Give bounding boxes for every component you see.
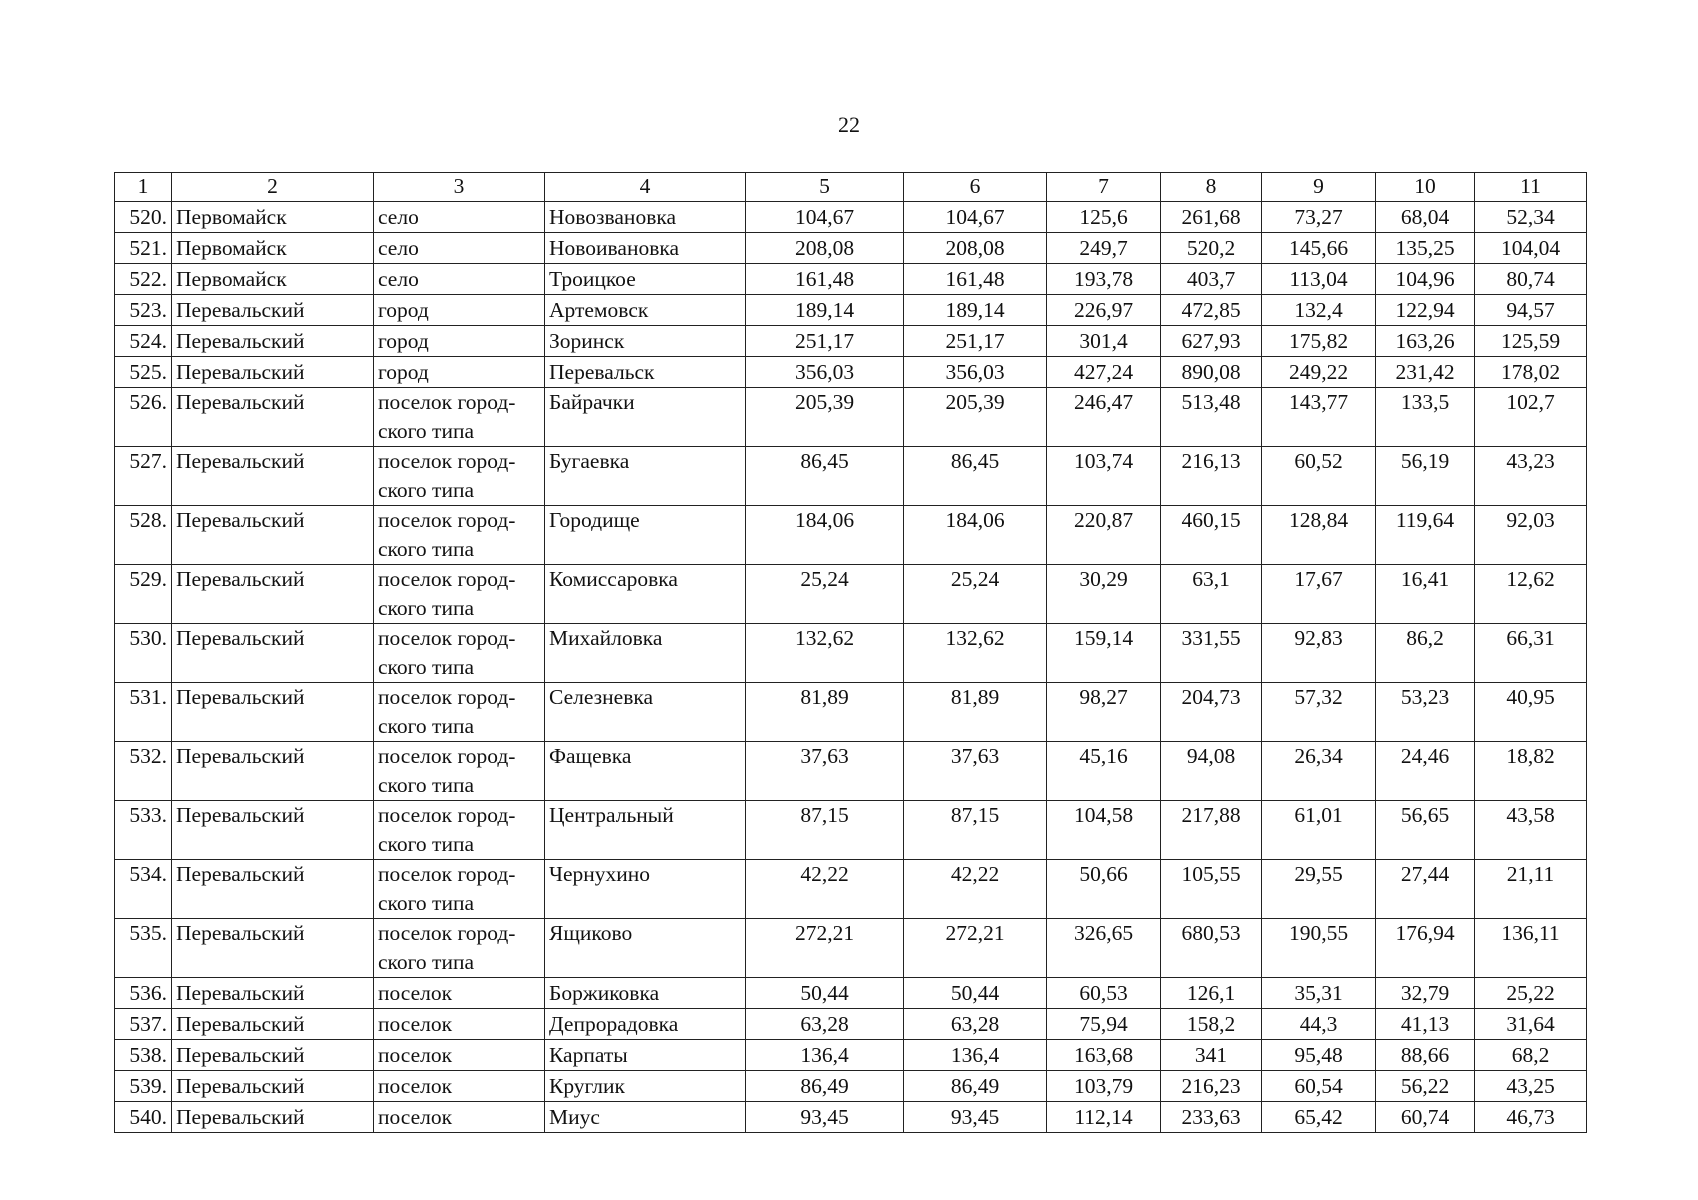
value-cell-col6: 86,49 (904, 1071, 1047, 1102)
value-cell-col10: 135,25 (1376, 233, 1475, 264)
value-cell-col8: 890,08 (1161, 357, 1262, 388)
value-cell-col11: 12,62 (1475, 565, 1587, 624)
value-cell-col8: 261,68 (1161, 202, 1262, 233)
value-cell-col5: 208,08 (746, 233, 904, 264)
value-cell-col6: 93,45 (904, 1102, 1047, 1133)
value-cell-col9: 145,66 (1262, 233, 1376, 264)
value-cell-col8: 680,53 (1161, 919, 1262, 978)
settlement-type-cell: поселок (374, 1071, 545, 1102)
value-cell-col5: 272,21 (746, 919, 904, 978)
value-cell-col9: 35,31 (1262, 978, 1376, 1009)
value-cell-col10: 27,44 (1376, 860, 1475, 919)
table-row (115, 388, 1587, 447)
settlement-name-cell: Селезневка (545, 683, 746, 742)
district-cell: Перевальский (172, 1040, 374, 1071)
value-cell-col7: 45,16 (1047, 742, 1161, 801)
settlement-type-cell: поселок город-ского типа (374, 742, 545, 801)
column-header: 4 (545, 173, 746, 202)
value-cell-col5: 132,62 (746, 624, 904, 683)
settlement-type-cell: поселок город-ского типа (374, 624, 545, 683)
value-cell-col6: 37,63 (904, 742, 1047, 801)
value-cell-col9: 175,82 (1262, 326, 1376, 357)
row-number-cell: 528. (115, 506, 172, 565)
value-cell-col10: 176,94 (1376, 919, 1475, 978)
value-cell-col11: 43,23 (1475, 447, 1587, 506)
value-cell-col10: 68,04 (1376, 202, 1475, 233)
value-cell-col7: 125,6 (1047, 202, 1161, 233)
row-number-cell: 520. (115, 202, 172, 233)
data-table (114, 172, 1587, 1133)
value-cell-col9: 60,52 (1262, 447, 1376, 506)
district-cell: Перевальский (172, 742, 374, 801)
row-number-cell: 523. (115, 295, 172, 326)
value-cell-col11: 136,11 (1475, 919, 1587, 978)
value-cell-col8: 403,7 (1161, 264, 1262, 295)
value-cell-col8: 460,15 (1161, 506, 1262, 565)
table-row (115, 447, 1587, 506)
value-cell-col11: 40,95 (1475, 683, 1587, 742)
settlement-name-cell: Городище (545, 506, 746, 565)
district-cell: Перевальский (172, 978, 374, 1009)
value-cell-col8: 520,2 (1161, 233, 1262, 264)
table-row (115, 1040, 1587, 1071)
value-cell-col8: 126,1 (1161, 978, 1262, 1009)
value-cell-col11: 52,34 (1475, 202, 1587, 233)
value-cell-col10: 86,2 (1376, 624, 1475, 683)
value-cell-col8: 472,85 (1161, 295, 1262, 326)
settlement-name-cell: Троицкое (545, 264, 746, 295)
value-cell-col9: 17,67 (1262, 565, 1376, 624)
column-header: 8 (1161, 173, 1262, 202)
value-cell-col10: 56,65 (1376, 801, 1475, 860)
settlement-type-cell: город (374, 295, 545, 326)
value-cell-col8: 513,48 (1161, 388, 1262, 447)
row-number-cell: 533. (115, 801, 172, 860)
district-cell: Перевальский (172, 1071, 374, 1102)
value-cell-col11: 68,2 (1475, 1040, 1587, 1071)
value-cell-col10: 104,96 (1376, 264, 1475, 295)
value-cell-col5: 81,89 (746, 683, 904, 742)
table-row (115, 1102, 1587, 1133)
value-cell-col10: 133,5 (1376, 388, 1475, 447)
settlement-name-cell: Байрачки (545, 388, 746, 447)
value-cell-col11: 43,25 (1475, 1071, 1587, 1102)
district-cell: Перевальский (172, 357, 374, 388)
settlement-type-cell: поселок (374, 1009, 545, 1040)
value-cell-col7: 104,58 (1047, 801, 1161, 860)
value-cell-col7: 75,94 (1047, 1009, 1161, 1040)
district-cell: Перевальский (172, 295, 374, 326)
value-cell-col5: 205,39 (746, 388, 904, 447)
value-cell-col5: 184,06 (746, 506, 904, 565)
header-row (115, 173, 1587, 202)
settlement-type-cell: поселок (374, 1040, 545, 1071)
column-header: 11 (1475, 173, 1587, 202)
value-cell-col9: 128,84 (1262, 506, 1376, 565)
value-cell-col6: 189,14 (904, 295, 1047, 326)
value-cell-col10: 53,23 (1376, 683, 1475, 742)
value-cell-col5: 86,49 (746, 1071, 904, 1102)
value-cell-col7: 226,97 (1047, 295, 1161, 326)
value-cell-col11: 46,73 (1475, 1102, 1587, 1133)
table-row (115, 326, 1587, 357)
settlement-type-cell: поселок город-ского типа (374, 919, 545, 978)
value-cell-col6: 251,17 (904, 326, 1047, 357)
value-cell-col9: 61,01 (1262, 801, 1376, 860)
value-cell-col10: 24,46 (1376, 742, 1475, 801)
row-number-cell: 529. (115, 565, 172, 624)
row-number-cell: 521. (115, 233, 172, 264)
settlement-name-cell: Боржиковка (545, 978, 746, 1009)
value-cell-col6: 136,4 (904, 1040, 1047, 1071)
district-cell: Перевальский (172, 1009, 374, 1040)
value-cell-col9: 57,32 (1262, 683, 1376, 742)
value-cell-col6: 50,44 (904, 978, 1047, 1009)
value-cell-col7: 163,68 (1047, 1040, 1161, 1071)
value-cell-col8: 233,63 (1161, 1102, 1262, 1133)
district-cell: Перевальский (172, 447, 374, 506)
settlement-name-cell: Карпаты (545, 1040, 746, 1071)
value-cell-col7: 220,87 (1047, 506, 1161, 565)
value-cell-col9: 26,34 (1262, 742, 1376, 801)
row-number-cell: 538. (115, 1040, 172, 1071)
value-cell-col5: 37,63 (746, 742, 904, 801)
value-cell-col7: 301,4 (1047, 326, 1161, 357)
settlement-type-cell: поселок город-ского типа (374, 506, 545, 565)
settlement-type-cell: поселок город-ского типа (374, 801, 545, 860)
value-cell-col9: 29,55 (1262, 860, 1376, 919)
settlement-type-cell: город (374, 326, 545, 357)
value-cell-col8: 105,55 (1161, 860, 1262, 919)
column-header: 5 (746, 173, 904, 202)
district-cell: Первомайск (172, 233, 374, 264)
value-cell-col6: 184,06 (904, 506, 1047, 565)
district-cell: Перевальский (172, 683, 374, 742)
district-cell: Первомайск (172, 202, 374, 233)
value-cell-col11: 43,58 (1475, 801, 1587, 860)
district-cell: Перевальский (172, 860, 374, 919)
settlement-type-cell: поселок (374, 978, 545, 1009)
value-cell-col8: 331,55 (1161, 624, 1262, 683)
value-cell-col11: 66,31 (1475, 624, 1587, 683)
value-cell-col11: 104,04 (1475, 233, 1587, 264)
value-cell-col7: 427,24 (1047, 357, 1161, 388)
value-cell-col10: 231,42 (1376, 357, 1475, 388)
table-row (115, 264, 1587, 295)
value-cell-col11: 21,11 (1475, 860, 1587, 919)
table-row (115, 565, 1587, 624)
value-cell-col10: 56,19 (1376, 447, 1475, 506)
value-cell-col9: 73,27 (1262, 202, 1376, 233)
row-number-cell: 526. (115, 388, 172, 447)
row-number-cell: 527. (115, 447, 172, 506)
value-cell-col5: 93,45 (746, 1102, 904, 1133)
table-row (115, 295, 1587, 326)
settlement-type-cell: поселок (374, 1102, 545, 1133)
value-cell-col5: 63,28 (746, 1009, 904, 1040)
column-header: 3 (374, 173, 545, 202)
value-cell-col5: 356,03 (746, 357, 904, 388)
value-cell-col6: 81,89 (904, 683, 1047, 742)
settlement-type-cell: город (374, 357, 545, 388)
value-cell-col11: 25,22 (1475, 978, 1587, 1009)
settlement-name-cell: Фащевка (545, 742, 746, 801)
value-cell-col6: 132,62 (904, 624, 1047, 683)
row-number-cell: 522. (115, 264, 172, 295)
row-number-cell: 525. (115, 357, 172, 388)
value-cell-col11: 18,82 (1475, 742, 1587, 801)
value-cell-col7: 249,7 (1047, 233, 1161, 264)
value-cell-col7: 103,79 (1047, 1071, 1161, 1102)
value-cell-col9: 143,77 (1262, 388, 1376, 447)
value-cell-col9: 65,42 (1262, 1102, 1376, 1133)
settlement-name-cell: Зоринск (545, 326, 746, 357)
settlement-type-cell: село (374, 233, 545, 264)
value-cell-col8: 341 (1161, 1040, 1262, 1071)
value-cell-col11: 80,74 (1475, 264, 1587, 295)
table-row (115, 919, 1587, 978)
value-cell-col8: 627,93 (1161, 326, 1262, 357)
row-number-cell: 534. (115, 860, 172, 919)
value-cell-col11: 31,64 (1475, 1009, 1587, 1040)
settlement-type-cell: поселок город-ского типа (374, 565, 545, 624)
value-cell-col6: 356,03 (904, 357, 1047, 388)
value-cell-col7: 30,29 (1047, 565, 1161, 624)
value-cell-col6: 208,08 (904, 233, 1047, 264)
value-cell-col9: 60,54 (1262, 1071, 1376, 1102)
value-cell-col6: 63,28 (904, 1009, 1047, 1040)
district-cell: Первомайск (172, 264, 374, 295)
value-cell-col10: 122,94 (1376, 295, 1475, 326)
district-cell: Перевальский (172, 388, 374, 447)
row-number-cell: 535. (115, 919, 172, 978)
value-cell-col11: 102,7 (1475, 388, 1587, 447)
value-cell-col10: 163,26 (1376, 326, 1475, 357)
value-cell-col9: 92,83 (1262, 624, 1376, 683)
settlement-name-cell: Артемовск (545, 295, 746, 326)
value-cell-col11: 178,02 (1475, 357, 1587, 388)
district-cell: Перевальский (172, 801, 374, 860)
value-cell-col6: 205,39 (904, 388, 1047, 447)
value-cell-col10: 60,74 (1376, 1102, 1475, 1133)
value-cell-col5: 189,14 (746, 295, 904, 326)
value-cell-col8: 217,88 (1161, 801, 1262, 860)
table-body (115, 202, 1587, 1133)
value-cell-col7: 60,53 (1047, 978, 1161, 1009)
settlement-type-cell: село (374, 202, 545, 233)
settlement-name-cell: Новозвановка (545, 202, 746, 233)
table-row (115, 1071, 1587, 1102)
settlement-name-cell: Перевальск (545, 357, 746, 388)
row-number-cell: 524. (115, 326, 172, 357)
row-number-cell: 532. (115, 742, 172, 801)
settlement-name-cell: Центральный (545, 801, 746, 860)
district-cell: Перевальский (172, 624, 374, 683)
table-row (115, 860, 1587, 919)
value-cell-col11: 125,59 (1475, 326, 1587, 357)
value-cell-col6: 42,22 (904, 860, 1047, 919)
value-cell-col11: 94,57 (1475, 295, 1587, 326)
value-cell-col9: 113,04 (1262, 264, 1376, 295)
value-cell-col6: 104,67 (904, 202, 1047, 233)
district-cell: Перевальский (172, 1102, 374, 1133)
table-row (115, 801, 1587, 860)
value-cell-col5: 86,45 (746, 447, 904, 506)
value-cell-col5: 42,22 (746, 860, 904, 919)
row-number-cell: 539. (115, 1071, 172, 1102)
district-cell: Перевальский (172, 565, 374, 624)
settlement-name-cell: Депрорадовка (545, 1009, 746, 1040)
table-row (115, 1009, 1587, 1040)
settlement-name-cell: Комиссаровка (545, 565, 746, 624)
value-cell-col6: 86,45 (904, 447, 1047, 506)
settlement-name-cell: Ящиково (545, 919, 746, 978)
value-cell-col7: 326,65 (1047, 919, 1161, 978)
settlement-type-cell: село (374, 264, 545, 295)
column-header: 6 (904, 173, 1047, 202)
value-cell-col5: 25,24 (746, 565, 904, 624)
value-cell-col6: 25,24 (904, 565, 1047, 624)
column-header: 10 (1376, 173, 1475, 202)
value-cell-col8: 63,1 (1161, 565, 1262, 624)
value-cell-col8: 216,13 (1161, 447, 1262, 506)
value-cell-col5: 161,48 (746, 264, 904, 295)
page-number: 22 (838, 112, 860, 137)
value-cell-col6: 272,21 (904, 919, 1047, 978)
settlement-type-cell: поселок город-ского типа (374, 683, 545, 742)
district-cell: Перевальский (172, 506, 374, 565)
settlement-name-cell: Михайловка (545, 624, 746, 683)
value-cell-col10: 32,79 (1376, 978, 1475, 1009)
table-row (115, 624, 1587, 683)
row-number-cell: 537. (115, 1009, 172, 1040)
settlement-name-cell: Новоивановка (545, 233, 746, 264)
row-number-cell: 540. (115, 1102, 172, 1133)
settlement-name-cell: Бугаевка (545, 447, 746, 506)
row-number-cell: 536. (115, 978, 172, 1009)
value-cell-col6: 87,15 (904, 801, 1047, 860)
value-cell-col8: 158,2 (1161, 1009, 1262, 1040)
value-cell-col7: 246,47 (1047, 388, 1161, 447)
value-cell-col10: 41,13 (1376, 1009, 1475, 1040)
value-cell-col7: 50,66 (1047, 860, 1161, 919)
value-cell-col7: 159,14 (1047, 624, 1161, 683)
table-row (115, 202, 1587, 233)
table-row (115, 683, 1587, 742)
column-header: 1 (115, 173, 172, 202)
value-cell-col5: 104,67 (746, 202, 904, 233)
value-cell-col7: 103,74 (1047, 447, 1161, 506)
value-cell-col10: 88,66 (1376, 1040, 1475, 1071)
value-cell-col10: 119,64 (1376, 506, 1475, 565)
settlement-type-cell: поселок город-ского типа (374, 388, 545, 447)
table-row (115, 978, 1587, 1009)
value-cell-col6: 161,48 (904, 264, 1047, 295)
settlement-name-cell: Миус (545, 1102, 746, 1133)
settlement-type-cell: поселок город-ского типа (374, 447, 545, 506)
value-cell-col8: 216,23 (1161, 1071, 1262, 1102)
value-cell-col9: 132,4 (1262, 295, 1376, 326)
settlement-name-cell: Чернухино (545, 860, 746, 919)
table-row (115, 357, 1587, 388)
district-cell: Перевальский (172, 326, 374, 357)
value-cell-col7: 112,14 (1047, 1102, 1161, 1133)
table-row (115, 506, 1587, 565)
column-header: 7 (1047, 173, 1161, 202)
column-header: 9 (1262, 173, 1376, 202)
row-number-cell: 531. (115, 683, 172, 742)
row-number-cell: 530. (115, 624, 172, 683)
settlement-type-cell: поселок город-ского типа (374, 860, 545, 919)
table-row (115, 233, 1587, 264)
column-header: 2 (172, 173, 374, 202)
value-cell-col9: 95,48 (1262, 1040, 1376, 1071)
value-cell-col9: 249,22 (1262, 357, 1376, 388)
value-cell-col9: 190,55 (1262, 919, 1376, 978)
settlement-name-cell: Круглик (545, 1071, 746, 1102)
value-cell-col8: 94,08 (1161, 742, 1262, 801)
value-cell-col7: 98,27 (1047, 683, 1161, 742)
value-cell-col5: 136,4 (746, 1040, 904, 1071)
value-cell-col5: 50,44 (746, 978, 904, 1009)
value-cell-col11: 92,03 (1475, 506, 1587, 565)
value-cell-col5: 87,15 (746, 801, 904, 860)
value-cell-col10: 16,41 (1376, 565, 1475, 624)
value-cell-col7: 193,78 (1047, 264, 1161, 295)
district-cell: Перевальский (172, 919, 374, 978)
value-cell-col10: 56,22 (1376, 1071, 1475, 1102)
value-cell-col5: 251,17 (746, 326, 904, 357)
value-cell-col9: 44,3 (1262, 1009, 1376, 1040)
table-row (115, 742, 1587, 801)
value-cell-col8: 204,73 (1161, 683, 1262, 742)
